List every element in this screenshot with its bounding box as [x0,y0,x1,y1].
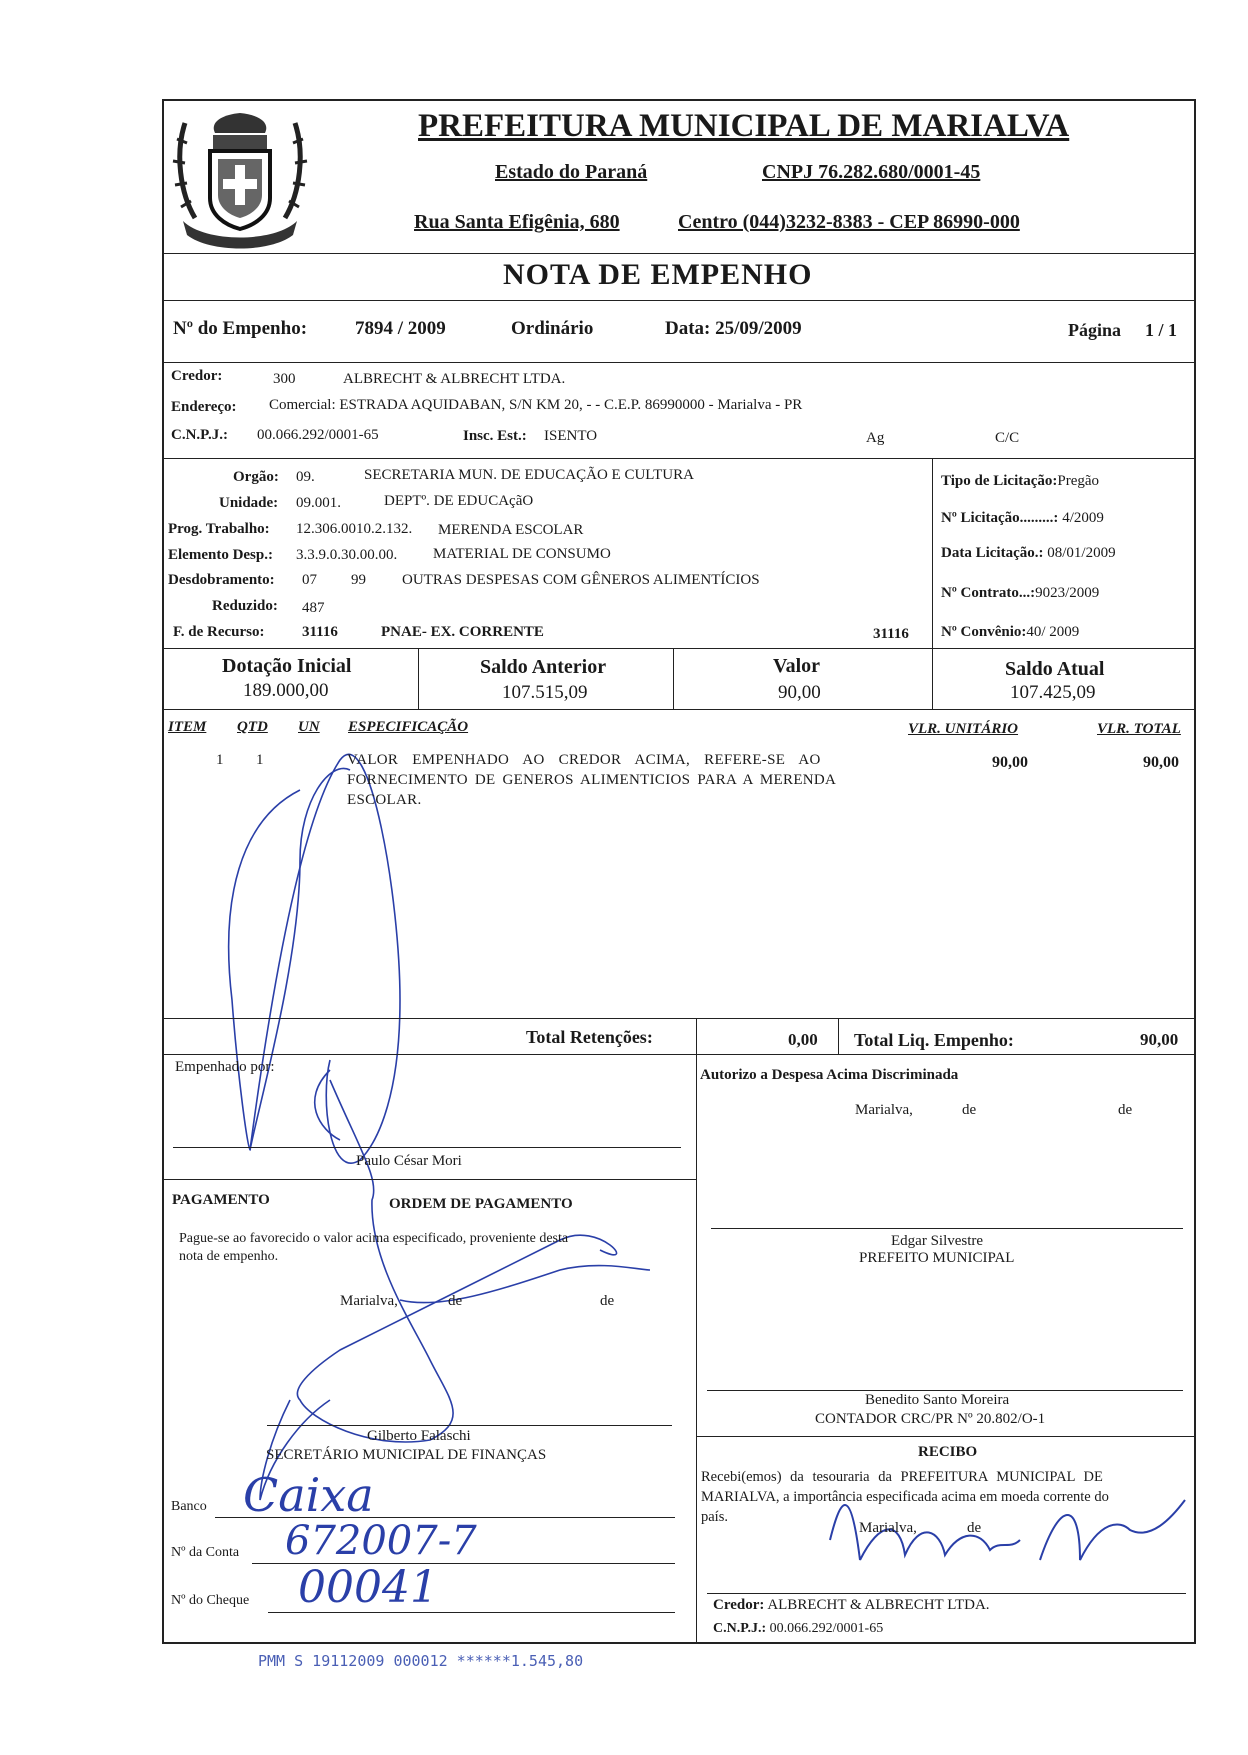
data-licitacao [941,545,1116,562]
convenio [941,624,1079,641]
prefeito-name: Edgar Silvestre [891,1233,984,1249]
empenhado-name: Paulo César Mori [356,1153,462,1169]
conta-label: Nº da Conta [171,1545,240,1560]
contrato-label: Nº Contrato...: [941,585,1036,601]
unidade-label: Unidade: [219,495,279,511]
row-vlr-total: 90,00 [1143,754,1179,771]
row-qtd: 1 [256,752,264,768]
prefeito-title: PREFEITO MUNICIPAL [859,1250,1015,1266]
dotacao-inicial-label: Dotação Inicial [222,655,352,677]
pag-de1: de [448,1293,463,1309]
row-vlr-unit: 90,00 [992,754,1028,771]
row-desc-line1: VALOR EMPENHADO AO CREDOR ACIMA, REFERE-SE AO [347,752,821,768]
pague-line1: Pague-se ao favorecido o valor acima especificado, proveniente desta [179,1231,569,1246]
col-especificacao: ESPECIFICAÇÃO [348,719,469,735]
conta-value: 672007-7 [285,1518,477,1564]
data-licitacao-label: Data Licitação.: [941,545,1044,561]
reduzido-label: Reduzido: [212,598,278,614]
prog-code: 12.306.0010.2.132. [296,521,413,537]
saldo-anterior-label: Saldo Anterior [480,656,607,678]
recurso-desc: PNAE- EX. CORRENTE [381,624,544,640]
row-desc-line2: FORNECIMENTO DE GENEROS ALIMENTICIOS PARA A MERENDA [347,772,837,788]
unidade-desc: DEPTº. DE EDUCAçãO [384,493,534,509]
autorizo-de1: de [962,1102,977,1118]
recibo-line2: MARIALVA, a importância especificada acima em moeda corrente do [701,1489,1109,1505]
address-label: Rua Santa Efigênia, 680 [414,211,620,233]
saldo-atual-label: Saldo Atual [1005,658,1105,680]
saldo-anterior-value: 107.515,09 [502,682,588,703]
autorizo-label: Autorizo a Despesa Acima Discriminada [700,1067,959,1083]
autorizo-de2: de [1118,1102,1133,1118]
num-licitacao-value: 4/2009 [1062,510,1104,526]
cc-label: C/C [995,430,1020,446]
empenho-date: Data: 25/09/2009 [665,318,802,339]
autorizo-marialva: Marialva, [855,1102,913,1118]
num-licitacao [941,510,1104,527]
contact-label: Centro (044)3232-8383 - CEP 86990-000 [678,211,1020,233]
col-vlr-total: VLR. TOTAL [1097,721,1181,737]
pag-de2: de [600,1293,615,1309]
desdobramento-label: Desdobramento: [168,572,275,588]
secretario-name: Gilberto Falaschi [367,1428,471,1444]
recibo-cnpj-value: 00.066.292/0001-65 [769,1621,884,1636]
state-label: Estado do Paraná [495,161,648,183]
tipo-licitacao-label: Tipo de Licitação: [941,473,1058,489]
total-liq-value: 90,00 [1140,1030,1179,1049]
desdobramento-desc: OUTRAS DESPESAS COM GÊNEROS ALIMENTÍCIOS [402,572,760,588]
page-label: Página [1068,320,1122,340]
recibo-title: RECIBO [918,1444,978,1460]
convenio-value: 40/ 2009 [1026,624,1080,640]
saldo-atual-value: 107.425,09 [1010,682,1096,703]
credor-label: Credor: [171,368,223,384]
cheque-label: Nº do Cheque [171,1593,250,1608]
recurso-label: F. de Recurso: [173,624,265,640]
empenho-number: 7894 / 2009 [355,318,446,339]
document-title: NOTA DE EMPENHO [503,258,813,291]
pag-marialva: Marialva, [340,1293,398,1309]
elemento-label: Elemento Desp.: [168,547,273,563]
data-licitacao-value: 08/01/2009 [1047,545,1116,561]
credor-name: ALBRECHT & ALBRECHT LTDA. [343,371,566,387]
prog-desc: MERENDA ESCOLAR [438,522,584,538]
banco-value: Caixa [243,1468,374,1522]
empenho-number-label: Nº do Empenho: [173,318,308,339]
retencoes-label: Total Retenções: [526,1027,653,1047]
unidade-code: 09.001. [296,495,341,511]
retencoes-value: 0,00 [788,1030,818,1049]
elemento-code: 3.3.9.0.30.00.00. [296,547,398,563]
contador-title: CONTADOR CRC/PR Nº 20.802/O-1 [815,1411,1046,1427]
recibo-cnpj [713,1621,883,1637]
tipo-licitacao-value: Pregão [1057,473,1100,489]
col-item: ITEM [168,719,207,735]
banco-label: Banco [171,1499,207,1514]
recibo-line1: Recebi(emos) da tesouraria da PREFEITURA MUNICIPAL DE [701,1469,1103,1485]
insc-value: ISENTO [544,428,598,444]
cheque-value: 00041 [298,1562,438,1613]
contrato-value: 9023/2009 [1035,585,1100,601]
endereco-value: Comercial: ESTRADA AQUIDABAN, S/N KM 20, - - C.E.P. 86990000 - Marialva - PR [269,397,803,413]
recibo-credor [713,1597,990,1614]
contrato [941,585,1099,602]
payment-stamp: PMM S 19112009 000012 ******1.545,80 [258,1652,584,1670]
page-title: PREFEITURA MUNICIPAL DE MARIALVA [418,108,1070,144]
pagamento-label: PAGAMENTO [172,1192,270,1208]
row-desc-line3: ESCOLAR. [347,792,422,808]
valor-value: 90,00 [778,682,821,703]
recibo-line3: país. [701,1509,728,1525]
desdobramento-code1: 07 [302,572,317,588]
recibo-de: de [967,1520,982,1536]
recibo-cnpj-label: C.N.P.J.: [713,1621,767,1636]
cnpj-label: CNPJ 76.282.680/0001-45 [762,161,981,183]
num-licitacao-label: Nº Licitação.........: [941,510,1059,526]
desdobramento-code2: 99 [351,572,366,588]
insc-label: Insc. Est.: [463,428,527,444]
col-vlr-unitario: VLR. UNITÁRIO [908,721,1019,737]
credor-cnpj-label: C.N.P.J.: [171,427,228,443]
recibo-credor-label: Credor: [713,1597,765,1613]
recurso-code: 31116 [302,624,338,640]
empenho-type: Ordinário [511,318,594,339]
total-liq-label: Total Liq. Empenho: [854,1030,1014,1050]
elemento-desc: MATERIAL DE CONSUMO [433,546,611,562]
prog-label: Prog. Trabalho: [168,521,270,537]
recibo-credor-name: ALBRECHT & ALBRECHT LTDA. [767,1597,990,1613]
dotacao-inicial-value: 189.000,00 [243,680,329,701]
credor-code: 300 [273,371,296,387]
orgao-desc: SECRETARIA MUN. DE EDUCAÇÃO E CULTURA [364,467,694,483]
pague-line2: nota de empenho. [179,1249,279,1264]
ag-label: Ag [866,430,885,446]
valor-label: Valor [773,655,821,677]
row-item: 1 [216,752,224,768]
page-number: 1 / 1 [1145,320,1178,340]
col-un: UN [298,719,320,735]
reduzido-code: 487 [302,600,325,616]
credor-cnpj: 00.066.292/0001-65 [257,427,379,443]
tipo-licitacao [941,473,1099,490]
orgao-code: 09. [296,469,315,485]
empenhado-label: Empenhado por: [175,1059,275,1075]
col-qtd: QTD [237,719,268,735]
orgao-label: Orgão: [233,469,279,485]
convenio-label: Nº Convênio: [941,624,1027,640]
recurso-code-right: 31116 [873,626,909,642]
ordem-pagamento-label: ORDEM DE PAGAMENTO [389,1196,573,1212]
contador-name: Benedito Santo Moreira [865,1392,1010,1408]
endereco-label: Endereço: [171,399,237,415]
recibo-marialva: Marialva, [859,1520,917,1536]
secretario-title: SECRETÁRIO MUNICIPAL DE FINANÇAS [266,1447,547,1463]
